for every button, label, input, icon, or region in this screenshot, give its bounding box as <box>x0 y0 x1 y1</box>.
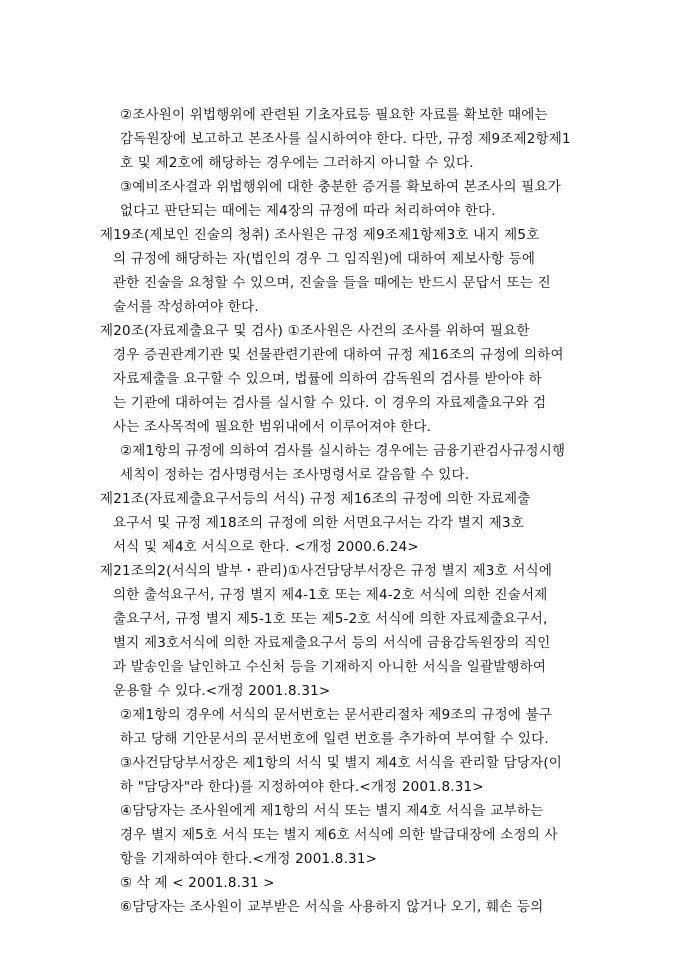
text-line: ③예비조사결과 위법행위에 대한 충분한 증거를 확보하여 본조사의 필요가 <box>120 179 561 195</box>
text-line: ④담당자는 조사원에게 제1항의 서식 또는 별지 제4호 서식을 교부하는 <box>120 803 544 819</box>
text-line: ⑥담당자는 조사원이 교부받은 서식을 사용하지 않거나 오기, 훼손 등의 <box>120 899 544 915</box>
text-line: 별지 제3호서식에 의한 자료제출요구서 등의 서식에 금융감독원장의 직인 <box>113 635 551 651</box>
article-heading-line: 제20조(자료제출요구 및 검사) ①조사원은 사건의 조사를 위하여 필요한 <box>100 323 530 339</box>
text-line: 사는 조사목적에 필요한 범위내에서 이루어져야 한다. <box>113 419 432 435</box>
text-line: 는 기관에 대하여는 검사를 실시할 수 있다. 이 경우의 자료제출요구와 검 <box>113 395 547 411</box>
text-line: 술서를 작성하여야 한다. <box>113 299 259 315</box>
text-line: ③사건담당부서장은 제1항의 서식 및 별지 제4호 서식을 관리할 담당자(이 <box>120 755 563 771</box>
text-line: 세칙이 정하는 검사명령서는 조사명령서로 갈음할 수 있다. <box>120 467 470 483</box>
text-line: 관한 진술을 요청할 수 있으며, 진술을 들을 때에는 반드시 문답서 또는 진 <box>113 275 551 291</box>
article-heading-line: 제21조(자료제출요구서등의 서식) 규정 제16조의 규정에 의한 자료제출 <box>100 491 531 507</box>
text-line: ⑤ 삭 제 < 2001.8.31 > <box>120 875 275 891</box>
article-heading-line: 제21조의2(서식의 발부・관리)①사건담당부서장은 규정 별지 제3호 서식에 <box>100 563 553 579</box>
text-line: 운용할 수 있다.<개정 2001.8.31> <box>113 683 331 699</box>
article-heading-line: 제19조(제보인 진술의 청취) 조사원은 규정 제9조제1항제3호 내지 제5호 <box>100 227 540 243</box>
text-line: 의 규정에 해당하는 자(법인의 경우 그 임직원)에 대하여 제보사항 등에 <box>113 251 536 267</box>
text-line: 하 "담당자"라 한다)를 지정하여야 한다.<개정 2001.8.31> <box>120 779 484 795</box>
text-line: 경우 별지 제5호 서식 또는 별지 제6호 서식에 의한 발급대장에 소정의 사 <box>120 827 558 843</box>
text-line: ②제1항의 규정에 의하여 검사를 실시하는 경우에는 금융기관검사규정시행 <box>120 443 566 459</box>
text-line: 출요구서, 규정 별지 제5-1호 또는 제5-2호 서식에 의한 자료제출요구서, <box>113 611 548 627</box>
text-line: 감독원장에 보고하고 본조사를 실시하여야 한다. 다만, 규정 제9조제2항제1 <box>120 131 571 147</box>
text-line: 요구서 및 규정 제18조의 규정에 의한 서면요구서는 각각 별지 제3호 <box>113 515 525 531</box>
text-line: 과 발송인을 날인하고 수신처 등을 기재하지 아니한 서식을 일괄발행하여 <box>113 659 547 675</box>
text-line: 의한 출석요구서, 규정 별지 제4-1호 또는 제4-2호 서식에 의한 진술서제 <box>113 587 548 603</box>
text-line: 서식 및 제4호 서식으로 한다. <개정 2000.6.24> <box>113 539 419 555</box>
text-line: ②조사원이 위법행위에 관련된 기초자료등 필요한 자료를 확보한 때에는 <box>120 107 548 123</box>
text-line: 자료제출을 요구할 수 있으며, 법률에 의하여 감독원의 검사를 받아야 하 <box>113 371 542 387</box>
text-line: 항을 기재하여야 한다.<개정 2001.8.31> <box>120 851 378 867</box>
text-line: ②제1항의 경우에 서식의 문서번호는 문서관리절차 제9조의 규정에 불구 <box>120 707 553 723</box>
text-line: 경우 증권관계기관 및 선물관련기관에 대하여 규정 제16조의 규정에 의하여 <box>113 347 564 363</box>
text-line: 하고 당해 기안문서의 문서번호에 일련 번호를 추가하여 부여할 수 있다. <box>120 731 549 747</box>
text-line: 호 및 제2호에 해당하는 경우에는 그러하지 아니할 수 있다. <box>120 155 474 171</box>
text-line: 없다고 판단되는 때에는 제4장의 규정에 따라 처리하여야 한다. <box>120 203 496 219</box>
